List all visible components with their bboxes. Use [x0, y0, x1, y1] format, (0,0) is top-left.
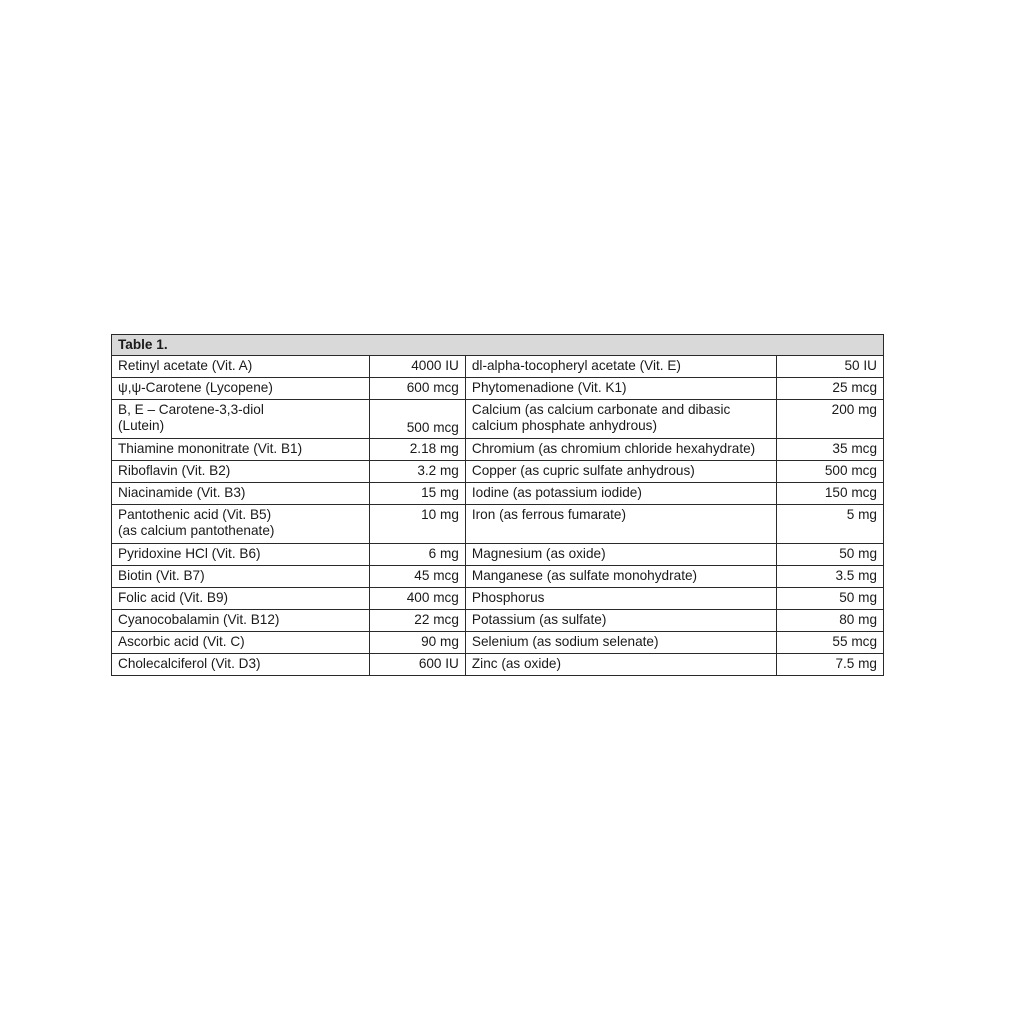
right-nutrient-amount: 50 IU — [776, 356, 883, 378]
left-nutrient-amount: 45 mcg — [369, 566, 465, 588]
table-row — [112, 654, 884, 676]
table-row — [112, 610, 884, 632]
left-nutrient-name: Niacinamide (Vit. B3) — [112, 483, 370, 505]
right-nutrient-amount: 7.5 mg — [776, 654, 883, 676]
right-nutrient-amount: 3.5 mg — [776, 566, 883, 588]
left-nutrient-amount: 10 mg — [369, 505, 465, 544]
left-nutrient-amount: 2.18 mg — [369, 439, 465, 461]
right-nutrient-name: Manganese (as sulfate monohydrate) — [465, 566, 776, 588]
left-nutrient-amount: 6 mg — [369, 544, 465, 566]
right-nutrient-name: Phosphorus — [465, 588, 776, 610]
right-nutrient-name: Calcium (as calcium carbonate and dibasic calcium phosphate anhydrous) — [465, 400, 776, 439]
right-nutrient-amount: 200 mg — [776, 400, 883, 439]
left-nutrient-amount: 400 mcg — [369, 588, 465, 610]
right-nutrient-amount: 150 mcg — [776, 483, 883, 505]
left-nutrient-amount: 90 mg — [369, 632, 465, 654]
right-nutrient-name: Potassium (as sulfate) — [465, 610, 776, 632]
table-row — [112, 505, 884, 544]
table-title-row — [112, 335, 884, 356]
table-row — [112, 439, 884, 461]
right-nutrient-amount: 50 mg — [776, 588, 883, 610]
table-row — [112, 461, 884, 483]
table-row — [112, 483, 884, 505]
table-row — [112, 378, 884, 400]
left-nutrient-name: B, E – Carotene-3,3-diol (Lutein) — [112, 400, 370, 439]
right-nutrient-amount: 80 mg — [776, 610, 883, 632]
right-nutrient-amount: 35 mcg — [776, 439, 883, 461]
table-row — [112, 588, 884, 610]
left-nutrient-name: Cholecalciferol (Vit. D3) — [112, 654, 370, 676]
left-nutrient-amount: 600 IU — [369, 654, 465, 676]
right-nutrient-name: Magnesium (as oxide) — [465, 544, 776, 566]
left-nutrient-name: ψ,ψ-Carotene (Lycopene) — [112, 378, 370, 400]
left-nutrient-amount: 500 mcg — [369, 400, 465, 439]
right-nutrient-name: dl-alpha-tocopheryl acetate (Vit. E) — [465, 356, 776, 378]
left-nutrient-name: Ascorbic acid (Vit. C) — [112, 632, 370, 654]
table-title: Table 1. — [112, 335, 884, 356]
left-nutrient-amount: 22 mcg — [369, 610, 465, 632]
table-row — [112, 566, 884, 588]
table-row — [112, 544, 884, 566]
right-nutrient-name: Phytomenadione (Vit. K1) — [465, 378, 776, 400]
table-row — [112, 632, 884, 654]
table-row — [112, 356, 884, 378]
right-nutrient-amount: 5 mg — [776, 505, 883, 544]
left-nutrient-name: Pantothenic acid (Vit. B5) (as calcium pantothenate) — [112, 505, 370, 544]
right-nutrient-amount: 50 mg — [776, 544, 883, 566]
table-row — [112, 400, 884, 439]
left-nutrient-amount: 3.2 mg — [369, 461, 465, 483]
left-nutrient-name: Riboflavin (Vit. B2) — [112, 461, 370, 483]
right-nutrient-name: Iodine (as potassium iodide) — [465, 483, 776, 505]
right-nutrient-name: Chromium (as chromium chloride hexahydrate) — [465, 439, 776, 461]
right-nutrient-amount: 25 mcg — [776, 378, 883, 400]
nutrient-table — [111, 334, 884, 676]
left-nutrient-amount: 600 mcg — [369, 378, 465, 400]
left-nutrient-name: Cyanocobalamin (Vit. B12) — [112, 610, 370, 632]
left-nutrient-name: Folic acid (Vit. B9) — [112, 588, 370, 610]
right-nutrient-name: Iron (as ferrous fumarate) — [465, 505, 776, 544]
left-nutrient-name: Biotin (Vit. B7) — [112, 566, 370, 588]
right-nutrient-name: Zinc (as oxide) — [465, 654, 776, 676]
left-nutrient-name: Retinyl acetate (Vit. A) — [112, 356, 370, 378]
left-nutrient-amount: 4000 IU — [369, 356, 465, 378]
left-nutrient-name: Thiamine mononitrate (Vit. B1) — [112, 439, 370, 461]
right-nutrient-name: Selenium (as sodium selenate) — [465, 632, 776, 654]
right-nutrient-amount: 500 mcg — [776, 461, 883, 483]
left-nutrient-amount: 15 mg — [369, 483, 465, 505]
right-nutrient-name: Copper (as cupric sulfate anhydrous) — [465, 461, 776, 483]
right-nutrient-amount: 55 mcg — [776, 632, 883, 654]
left-nutrient-name: Pyridoxine HCl (Vit. B6) — [112, 544, 370, 566]
